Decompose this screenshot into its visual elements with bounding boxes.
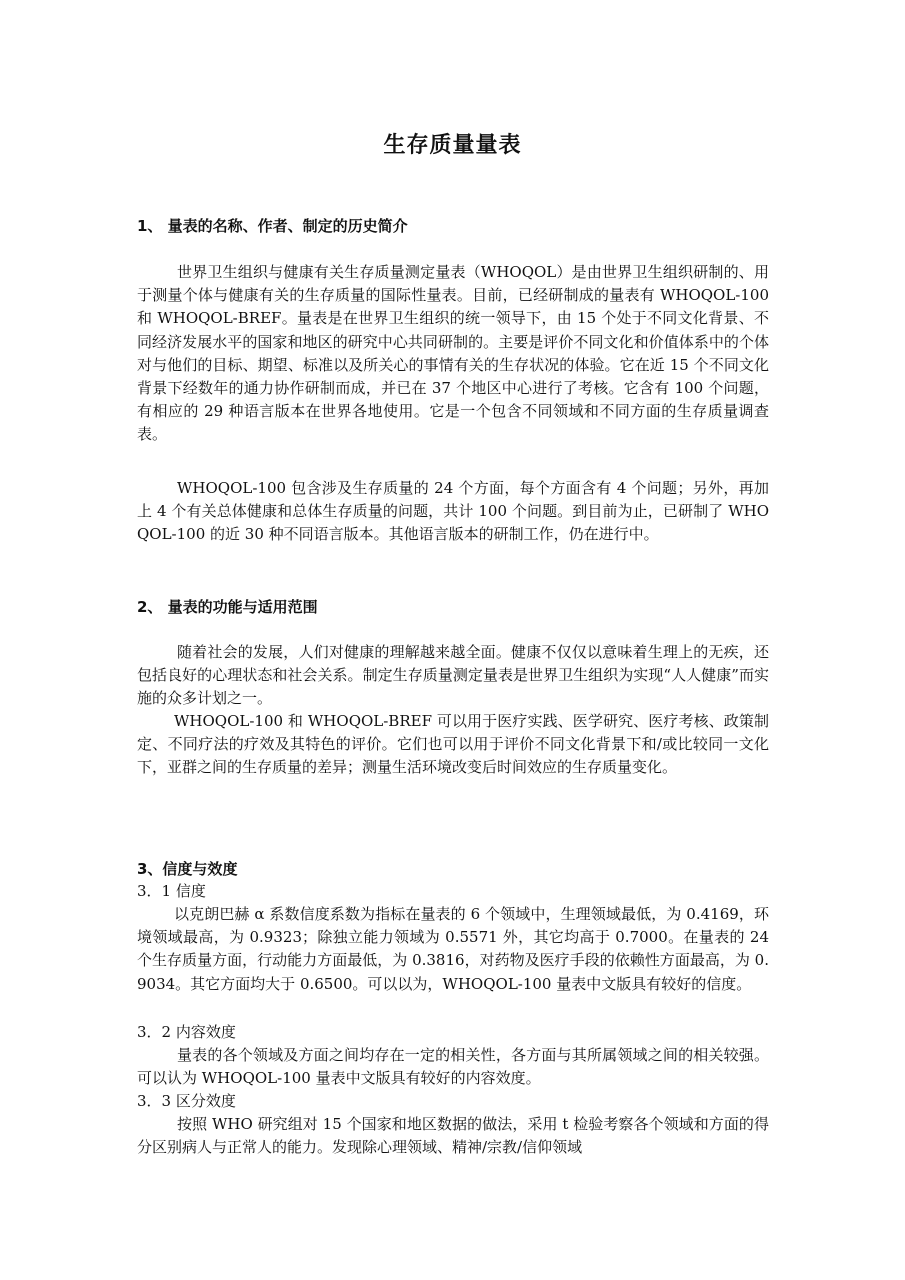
- section-1-heading: 1、 量表的名称、作者、制定的历史简介: [137, 217, 408, 235]
- subsection-3-2-label: 3．2 内容效度: [137, 1023, 236, 1041]
- section-2-paragraph-2: WHOQOL-100 和 WHOQOL-BREF 可以用于医疗实践、医学研究、医疗考核、政策制定、不同疗法的疗效及其特色的评价。它们也可以用于评价不同文化背景下和/或比较同一文化下，亚群之间的生存质量的差异；测量生活环境改变后时间效应的生存质量变化。: [137, 712, 769, 777]
- section-1-paragraph-1: 世界卫生组织与健康有关生存质量测定量表（WHOQOL）是由世界卫生组织研制的、用于测量个体与健康有关的生存质量的国际性量表。目前，已经研制成的量表有 WHOQOL-100 和 WHOQOL-BREF。量表是在世界卫生组织的统一领导下，由 15 个处于不同文化背景、不同经济发展水平的国家和地区的研究中心共同研制的。主要是评价不同文化和价值体系中的个体对与他们的目标、期望、标准以及所关心的事情有关的生存状况的体验。它在近 15 个不同文化背景下经数年的通力协作研制而成，并已在 37 个地区中心进行了考核。它含有 100 个问题，有相应的 29 种语言版本在世界各地使用。它是一个包含不同领域和不同方面的生存质量调查表。: [137, 263, 769, 444]
- section-1-paragraph-2: WHOQOL-100 包含涉及生存质量的 24 个方面，每个方面含有 4 个问题；另外，再加上 4 个有关总体健康和总体生存质量的问题，共计 100 个问题。到目前为止，已研制了 WHOQOL-100 的近 30 种不同语言版本。其他语言版本的研制工作，仍在进行中。: [137, 479, 769, 544]
- subsection-3-3-paragraph: 按照 WHO 研究组对 15 个国家和地区数据的做法，采用 t 检验考察各个领域和方面的得分区别病人与正常人的能力。发现除心理领域、精神/宗教/信仰领域: [137, 1115, 769, 1157]
- section-2-paragraph-1: 随着社会的发展，人们对健康的理解越来越全面。健康不仅仅以意味着生理上的无疾，还包括良好的心理状态和社会关系。制定生存质量测定量表是世界卫生组织为实现“人人健康”而实施的众多计划之一。: [137, 643, 769, 708]
- subsection-3-2-paragraph: 量表的各个领域及方面之间均存在一定的相关性，各方面与其所属领域之间的相关较强。可以认为 WHOQOL-100 量表中文版具有较好的内容效度。: [137, 1046, 769, 1088]
- subsection-3-3-label: 3．3 区分效度: [137, 1092, 236, 1110]
- section-2-heading: 2、 量表的功能与适用范围: [137, 598, 318, 616]
- section-3-heading: 3、信度与效度: [137, 860, 238, 878]
- subsection-3-1-label: 3．1 信度: [137, 882, 206, 900]
- subsection-3-1-paragraph: 以克朗巴赫 α 系数信度系数为指标在量表的 6 个领域中，生理领域最低，为 0.4169，环境领域最高，为 0.9323；除独立能力领域为 0.5571 外，其它均高于 0.7000。在量表的 24 个生存质量方面，行动能力方面最低，为 0.3816，对药物及医疗手段的依赖性方面最高，为 0.9034。其它方面均大于 0.6500。可以以为，WHOQOL-100 量表中文版具有较好的信度。: [137, 905, 769, 993]
- document-title: 生存质量量表: [383, 133, 522, 158]
